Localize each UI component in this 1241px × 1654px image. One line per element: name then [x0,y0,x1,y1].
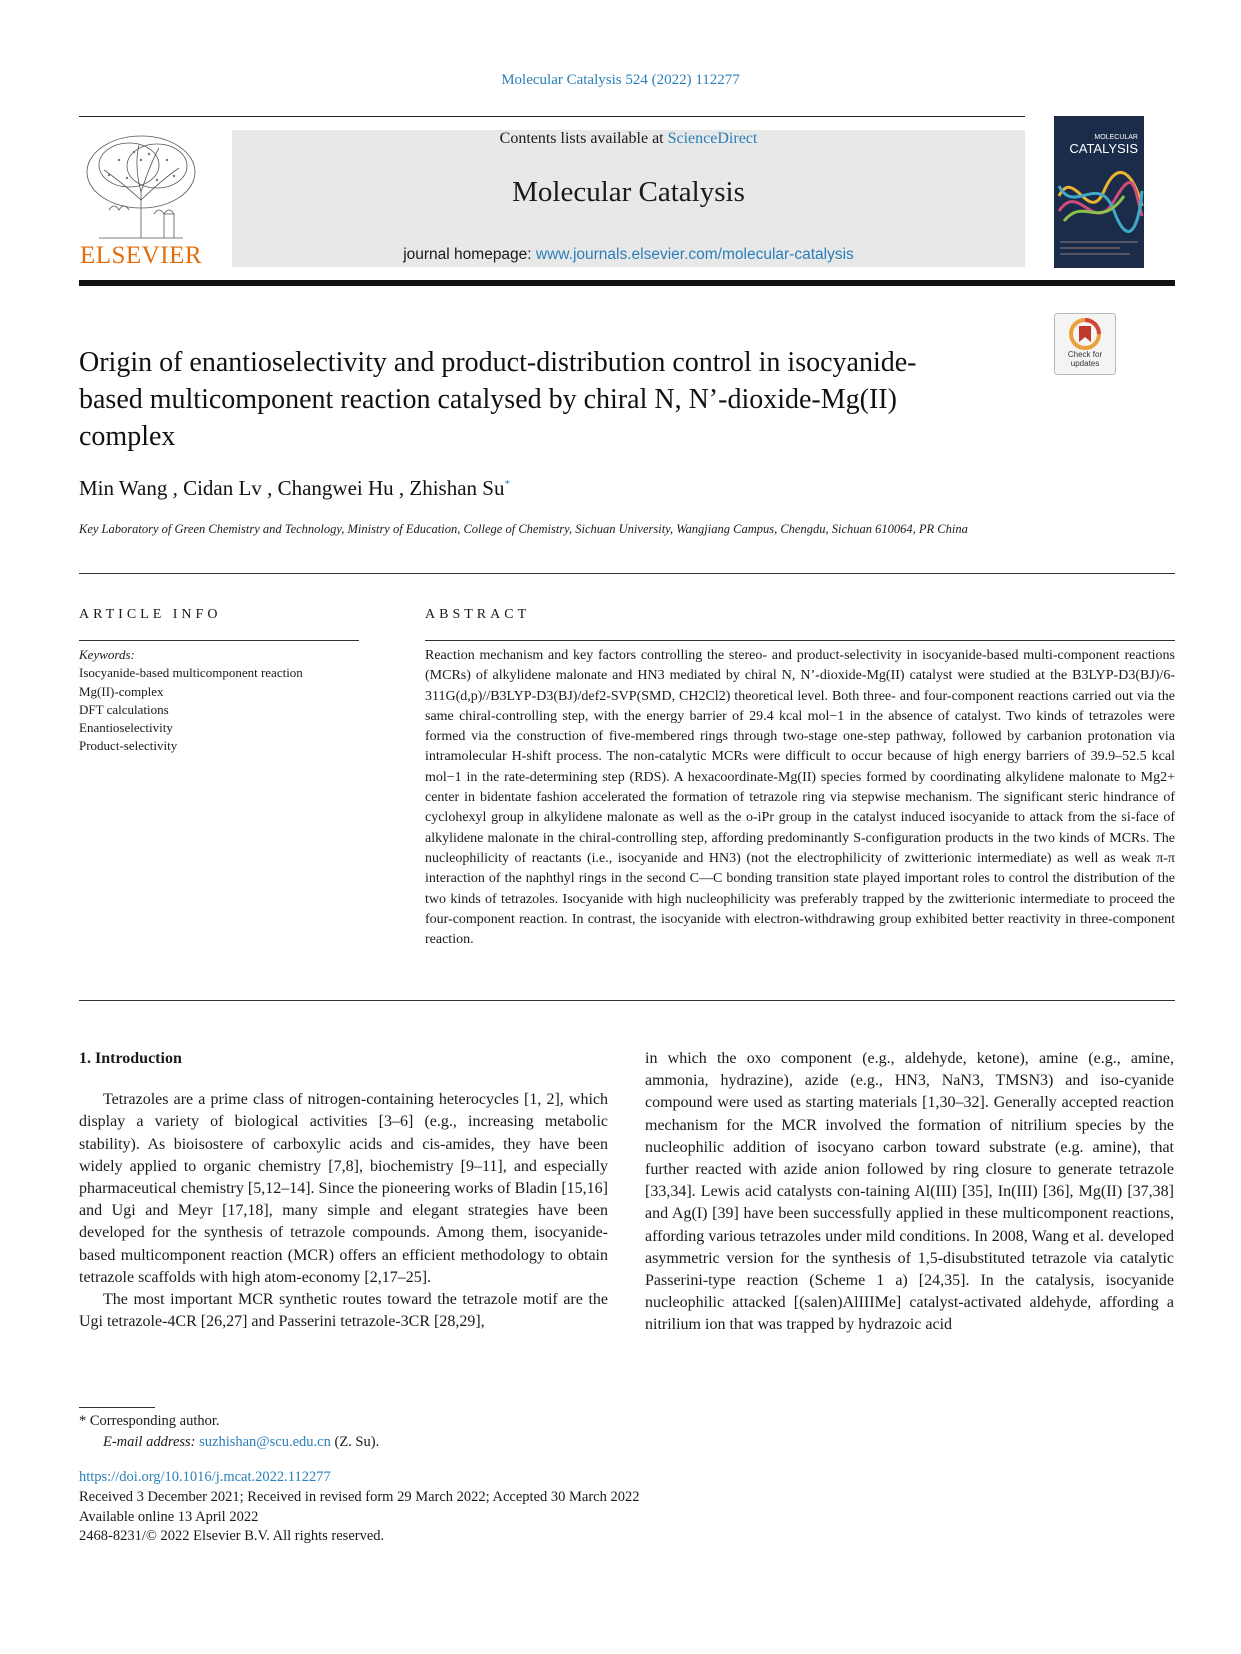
author-list [79,476,510,501]
keyword-item: Enantioselectivity [79,720,173,736]
header-thick-rule [79,280,1175,286]
doi-link[interactable]: https://doi.org/10.1016/j.mcat.2022.112277 [79,1469,331,1485]
email-suffix: (Z. Su). [330,1433,380,1450]
corresponding-author-mark[interactable]: * [504,478,510,490]
homepage-prefix: journal homepage: [403,246,536,263]
keyword-item: Mg(II)-complex [79,683,164,699]
article-info-heading: ARTICLE INFO [79,607,222,622]
article-info-rule [79,640,359,641]
corresponding-author-note: * Corresponding author. [79,1413,220,1429]
abstract-heading: ABSTRACT [425,607,531,622]
authors-text: Min Wang , Cidan Lv , Changwei Hu , Zhishan Su [79,476,505,500]
email-label: E-mail address: [103,1433,200,1450]
abstract-rule [425,640,1175,641]
keyword-item: DFT calculations [79,701,169,717]
email-line [79,1432,379,1453]
contents-prefix: Contents lists available at [499,130,668,147]
cover-line2: CATALYSIS [1069,140,1138,156]
journal-header-box [232,130,1025,267]
intro-paragraph-2: The most important MCR synthetic routes toward the tetrazole motif are the Ugi tetrazole-4CR [26,27] and Passerini tetrazole-3CR [28,29], [79,1291,608,1331]
contents-line [232,130,1025,148]
available-online: Available online 13 April 2022 [79,1508,259,1525]
keywords-block [79,646,303,756]
intro-paragraph-3: in which the oxo component (e.g., aldehyde, ketone), amine (e.g., amine, ammonia, hydrazine), azide (e.g., HN3, NaN3, TMSN3) and iso-cyanide compound were used as starting materials [1,30–32]. Generally accepted reaction mechanism for the MCR involved the formation of nitrilium species by the nucleophilic addition of isocyano carbon toward substrate (e.g. amine), that further reacted with azide anion followed by ring closure to generate tetrazole [33,34]. Lewis acid catalysts con-taining Al(III) [35], In(III) [36], Mg(II) [37,38] and Ag(I) [39] have been successfully applied in these multicomponent reactions, affording various tetrazoles under mild conditions. In 2008, Wang et al. developed asymmetric version for the synthesis of 1,5-disubstituted tetrazole via catalytic Passerini-type reaction (Scheme 1 a) [24,35]. In the catalysis, isocyanide nucleophilic attacked [(salen)AlIIIMe] catalyst-activated aldehyde, affording a nitrilium ion that was trapped by hydrazoic acid [645,1050,1174,1334]
journal-homepage-link[interactable]: www.journals.elsevier.com/molecular-catalysis [535,246,854,263]
keyword-item: Product-selectivity [79,738,178,754]
introduction-heading: 1. Introduction [79,1050,182,1067]
cover-line1: MOLECULAR [1094,134,1138,141]
title-bottom-rule [79,573,1175,574]
elsevier-logo[interactable] [79,130,203,270]
body-column-right [645,1048,1174,1337]
homepage-line [232,246,1025,264]
article-title: Origin of enantioselectivity and product-distribution control in isocyanide-based multicomponent reaction catalysed by chiral N, N’-dioxide-Mg(II) complex [79,347,917,452]
journal-reference-link[interactable]: Molecular Catalysis 524 (2022) 112277 [501,72,740,88]
check-updates-label: Check for updates [1067,350,1103,368]
elsevier-tree-icon [79,130,203,242]
header-top-rule [79,116,1025,117]
body-column-left [79,1048,608,1333]
received-dates: Received 3 December 2021; Received in revised form 29 March 2022; Accepted 30 March 2022 [79,1488,640,1505]
cover-art-icon [1054,116,1144,268]
footnote-block [79,1411,379,1452]
sciencedirect-link[interactable]: ScienceDirect [667,130,758,147]
copyright-line: 2468-8231/© 2022 Elsevier B.V. All rights reserved. [79,1528,385,1545]
abstract-bottom-rule [79,1000,1175,1001]
check-updates-icon [1055,316,1115,352]
check-for-updates-button[interactable] [1054,313,1116,375]
footnote-rule [79,1407,155,1408]
elsevier-wordmark: ELSEVIER [79,242,203,269]
publication-info [79,1468,639,1547]
abstract-text: Reaction mechanism and key factors controlling the stereo- and product-selectivity in isocyanide-based multi-component reactions (MCRs) of alkylidene malonate and HN3 mediated by chiral N, N’-dioxide-Mg(II) catalyst were studied at the B3LYP-D3(BJ)/6-311G(d,p)//B3LYP-D3(BJ)/def2-SVP(SMD, CH2Cl2) theoretical level. Both three- and four-component reactions carried out via the same chiral-controlling step, with the energy barrier of 29.4 kcal mol−1 in the absence of catalyst. Two kinds of tetrazoles were formed via the construction of five-membered rings through two-stage one-step pathway, followed by carbanion protonation via intramolecular H-shift process. The non-catalytic MCRs were difficult to occur because of high energy barriers of 39.9–52.5 kcal mol−1 in the rate-determining step (RDS). A hexacoordinate-Mg(II) species formed by coordinating alkylidene malonate to Mg2+ center in bidentate fashion accelerated the formation of tetrazole ring via stepwise mechanism. The significant steric hindrance of cyclohexyl group in alkylidene malonate as well as the o-iPr group in the catalyst induced isocyanide to attack from the si-face of alkylidene malonate in the chiral-controlling step, affording predominantly S-configuration products in the two kinds of MCRs. The nucleophilicity of reactants (i.e., isocyanide and HN3) (not the electrophilicity of zwitterionic intermediate) as well as weak π-π interaction of the naphthyl rings in the second C—C bonding transition state played important roles to control the distribution of the two kinds of tetrazoles. Isocyanide with high nucleophilicity was preferably trapped by the zwitterionic intermediate to proceed the four-component reaction. In contrast, the isocyanide with electron-withdrawing group exhibited better reactivity in three-component reaction. [425,648,1175,948]
keywords-label: Keywords: [79,647,135,662]
journal-cover-thumbnail[interactable] [1054,116,1144,268]
journal-name: Molecular Catalysis [512,176,745,208]
affiliation: Key Laboratory of Green Chemistry and Technology, Ministry of Education, College of Chemistry, Sichuan University, Wangjiang Campus, Chengdu, Sichuan 610064, PR China [79,522,968,536]
intro-paragraph-1: Tetrazoles are a prime class of nitrogen-containing heterocycles [1, 2], which display a variety of biological activities [3–6] (e.g., increasing metabolic stability). As bioisostere of carboxylic acids and cis-amides, they have been widely applied to organic chemistry [7,8], biochemistry [9–11], and especially pharmaceutical chemistry [5,12–14]. Since the pioneering works of Bladin [15,16] and Ugi and Meyr [17,18], many simple and elegant strategies have been developed for the synthesis of tetrazole compounds. Among them, isocyanide-based multicomponent reaction (MCR) offers an efficient methodology to obtain tetrazole scaffolds with high atom-economy [2,17–25]. [79,1091,608,1286]
keyword-item: Isocyanide-based multicomponent reaction [79,665,303,681]
email-link[interactable]: suzhishan@scu.edu.cn [199,1433,331,1450]
